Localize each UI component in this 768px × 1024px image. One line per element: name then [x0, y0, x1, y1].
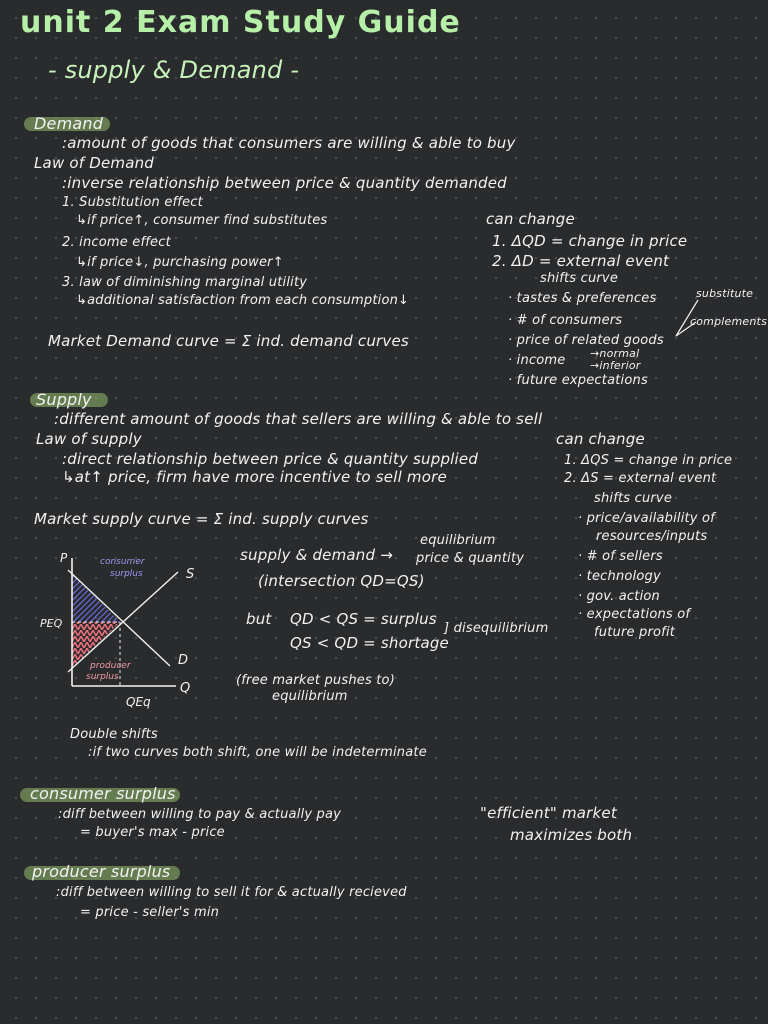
page-subtitle: - supply & Demand - — [48, 56, 300, 84]
double-shifts-heading: Double shifts — [70, 727, 158, 742]
demand-can-change-heading: can change — [486, 210, 575, 228]
demand-shifter-income: · income — [508, 353, 566, 368]
supply-demand-graph — [30, 540, 210, 720]
supply-shifter-price: · price/availability of — [578, 511, 715, 526]
equilibrium-bottom: price & quantity — [416, 551, 525, 566]
demand-effect-2: 2. income effect — [62, 235, 171, 250]
supply-shifter-resources: resources/inputs — [596, 529, 708, 544]
market-supply-curve: Market supply curve = Σ ind. supply curves — [34, 510, 369, 528]
equilibrium-but: but — [246, 610, 272, 628]
demand-effect-1: 1. Substitution effect — [62, 195, 203, 210]
demand-change-1: 1. ΔQD = change in price — [492, 232, 688, 250]
equilibrium-surplus: QD < QS = surplus — [290, 610, 437, 628]
demand-heading: Demand — [34, 114, 104, 133]
income-inferior: →inferior — [590, 359, 641, 372]
double-shifts-desc: :if two curves both shift, one will be indeterminate — [88, 745, 427, 760]
graph-producer-label-2: surplus — [86, 672, 119, 682]
related-goods-arrows — [672, 296, 702, 340]
equilibrium-disequilibrium: ] disequilibrium — [444, 621, 549, 636]
law-of-supply-desc: :direct relationship between price & quantity supplied — [62, 450, 479, 468]
demand-shifts-curve: shifts curve — [540, 271, 619, 286]
consumer-surplus-formula: = buyer's max - price — [80, 825, 225, 840]
producer-surplus-formula: = price - seller's min — [80, 905, 220, 920]
supply-heading: Supply — [36, 390, 92, 409]
demand-effect-3-note: ↳additional satisfaction from each consumption↓ — [76, 293, 410, 308]
supply-shifter-technology: · technology — [578, 569, 661, 584]
market-demand-curve: Market Demand curve = Σ ind. demand curves — [48, 332, 409, 350]
equilibrium-line1: supply & demand → — [240, 546, 393, 564]
supply-shifts-curve: shifts curve — [594, 491, 673, 506]
graph-d-label: D — [178, 653, 189, 668]
demand-effect-3: 3. law of diminishing marginal utility — [62, 275, 308, 290]
consumer-surplus-heading: consumer surplus — [30, 784, 176, 803]
free-market-line1: (free market pushes to) — [236, 673, 395, 688]
supply-shifter-gov: · gov. action — [578, 589, 660, 604]
income-normal: →normal — [590, 347, 640, 360]
supply-shifter-expectations: · expectations of — [578, 607, 691, 622]
producer-surplus-desc: :diff between willing to sell it for & actually recieved — [56, 885, 407, 900]
graph-q-label: Q — [180, 681, 191, 696]
demand-shifter-related-goods: · price of related goods — [508, 333, 664, 348]
demand-effect-2-note: ↳if price↓, purchasing power↑ — [76, 255, 284, 270]
graph-consumer-label-1: consumer — [100, 557, 145, 567]
demand-change-2: 2. ΔD = external event — [492, 252, 670, 270]
efficient-market-line2: maximizes both — [510, 826, 633, 844]
supply-definition: :different amount of goods that sellers are willing & able to sell — [54, 410, 543, 428]
law-of-supply-heading: Law of supply — [36, 430, 142, 448]
supply-change-2: 2. ΔS = external event — [564, 471, 717, 486]
demand-effect-1-note: ↳if price↑, consumer find substitutes — [76, 213, 328, 228]
supply-change-1: 1. ΔQS = change in price — [564, 453, 733, 468]
law-of-demand-desc: :inverse relationship between price & quantity demanded — [62, 174, 507, 192]
related-substitute: substitute — [696, 287, 754, 300]
equilibrium-intersection: (intersection QD=QS) — [258, 572, 425, 590]
graph-peq-label: PEQ — [40, 617, 63, 630]
free-market-line2: equilibrium — [272, 689, 348, 704]
equilibrium-shortage: QS < QD = shortage — [290, 634, 449, 652]
supply-shifter-future-profit: future profit — [594, 625, 676, 640]
consumer-surplus-desc: :diff between willing to pay & actually pay — [58, 807, 342, 822]
efficient-market-line1: "efficient" market — [480, 804, 617, 822]
demand-definition: :amount of goods that consumers are willing & able to buy — [62, 134, 516, 152]
graph-s-label: S — [186, 567, 195, 582]
demand-shifter-consumers: · # of consumers — [508, 313, 623, 328]
demand-shifter-expectations: · future expectations — [508, 373, 648, 388]
supply-shifter-sellers: · # of sellers — [578, 549, 663, 564]
producer-surplus-heading: producer surplus — [32, 862, 171, 881]
graph-producer-label-1: producer — [90, 661, 131, 671]
law-of-supply-note: ↳at↑ price, firm have more incentive to sell more — [62, 468, 447, 486]
related-complements: complements — [690, 315, 767, 328]
graph-qeq-label: QEq — [126, 695, 151, 709]
page-title: unit 2 Exam Study Guide — [20, 5, 461, 40]
graph-consumer-label-2: surplus — [110, 569, 143, 579]
demand-shifter-tastes: · tastes & preferences — [508, 291, 657, 306]
law-of-demand-heading: Law of Demand — [34, 154, 155, 172]
equilibrium-top: equilibrium — [420, 533, 496, 548]
supply-can-change-heading: can change — [556, 430, 645, 448]
graph-p-label: P — [60, 551, 68, 565]
